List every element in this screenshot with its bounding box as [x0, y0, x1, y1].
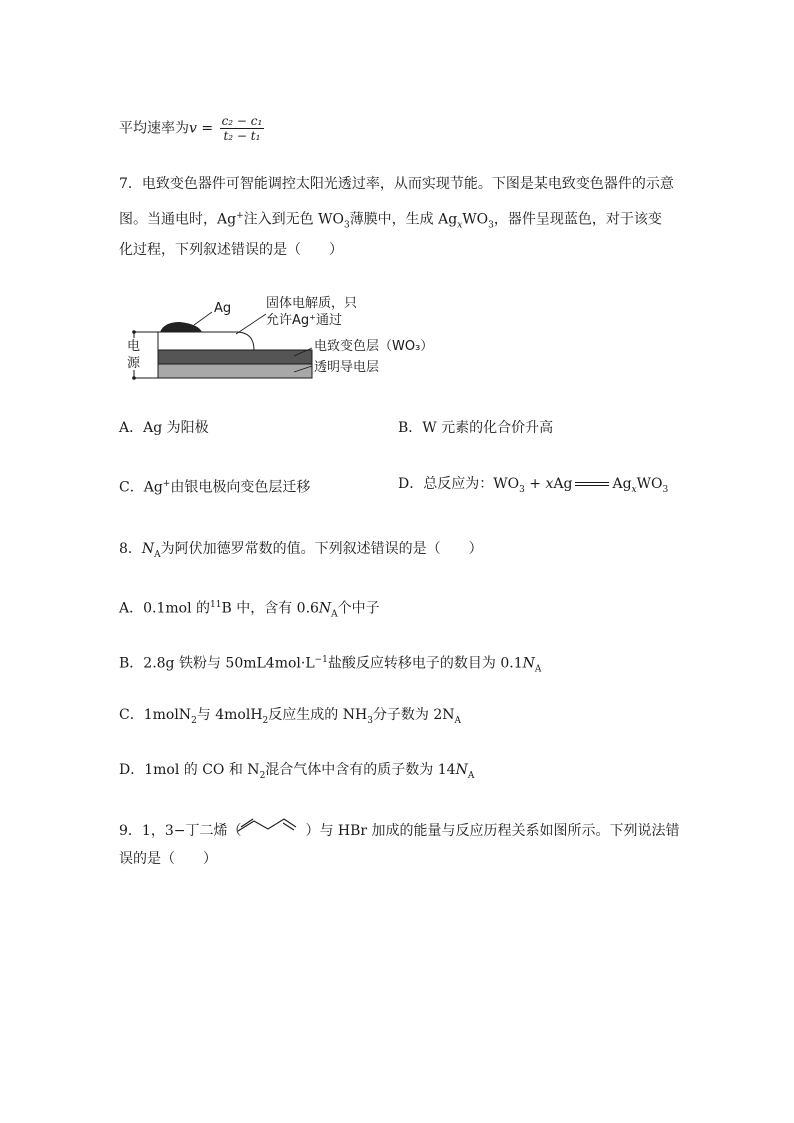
q7-text: 图。当通电时，Ag: [119, 211, 237, 228]
q8b-text: B．2.8g 铁粉与 50mL4mol·L: [119, 655, 315, 672]
electrochromic-device-diagram: [118, 292, 478, 392]
q8d-sub: 2: [259, 770, 266, 781]
q7d-text: D．总反应为：WO: [398, 476, 520, 492]
q8-option-a[interactable]: [119, 595, 380, 624]
q7-option-a[interactable]: A．Ag 为阳极: [119, 420, 209, 436]
q8-n: N: [141, 541, 155, 557]
q7-sup: +: [236, 211, 244, 221]
q7d-sub: 3: [662, 484, 669, 495]
electrochromic-layer: [158, 350, 312, 364]
q7-line-3: 化过程，下列叙述错误的是（ ）: [119, 242, 343, 258]
q8c-text: 与 4molH: [196, 707, 263, 723]
q8d-sub: A: [467, 770, 475, 781]
q7-sub: 3: [343, 220, 350, 231]
wire-node-bottom: [132, 376, 136, 380]
q7-text: 注入到无色 WO: [243, 211, 344, 228]
q7c-text: 由银电极向变色层迁移: [170, 479, 311, 496]
q7-option-d[interactable]: [398, 474, 668, 500]
power-label-2: 源: [127, 356, 141, 371]
q7d-sub: 3: [519, 484, 525, 495]
equals-sign: [575, 482, 609, 486]
q7-text: ，器件呈现蓝色，对于该变: [493, 211, 662, 228]
power-label-1: 电: [127, 339, 141, 354]
formula-prefix: 平均速率为: [119, 120, 189, 137]
q9-line-2: 误的是（ ）: [119, 851, 217, 867]
q8d-text: D．1mol 的 CO 和 N: [119, 762, 260, 778]
q8b-text: 盐酸反应转移电子的数目为 0.1: [327, 655, 523, 672]
electrolyte-leader: [236, 314, 266, 334]
q7-option-c[interactable]: [119, 474, 310, 498]
q8-option-d[interactable]: [119, 760, 474, 786]
q9-text: 9．1，3−丁二烯（: [119, 823, 242, 839]
q8c-text: 分子数为 2N: [372, 707, 455, 723]
q9-line-1: [119, 821, 680, 841]
q7d-text: WO: [636, 476, 663, 492]
q8a-text: B 中，含有 0.6: [221, 600, 319, 617]
formula-fraction: [220, 114, 265, 143]
q8b-n: N: [522, 655, 535, 672]
q8d-text: 混合气体中含有的质子数为 14: [265, 762, 456, 778]
layer-label: 电致变色层（WO₃）: [314, 339, 434, 354]
q7c-sup: +: [162, 479, 171, 489]
q7d-sub: x: [631, 484, 637, 495]
q7d-text: Ag: [612, 476, 632, 492]
electrolyte-label-2: 允许Ag⁺通过: [266, 313, 343, 328]
rate-formula: [119, 114, 264, 143]
q9-text: ）与 HBr 加成的能量与反应历程关系如图所示。下列说法错: [305, 823, 680, 839]
q7-text: 薄膜中，生成 Ag: [349, 211, 458, 228]
q7d-text: Ag: [553, 476, 573, 492]
q8a-text: A．0.1mol 的: [119, 600, 211, 617]
conductive-label: 透明导电层: [314, 360, 380, 375]
formula-v: v: [189, 120, 197, 137]
q7c-text: C．Ag: [119, 479, 163, 496]
q8-sub: A: [154, 549, 161, 560]
q8a-sup: 11: [210, 600, 222, 610]
fraction-numerator: c₂ − c₁: [221, 114, 263, 128]
q7-line-1: 7．电致变色器件可智能调控太阳光透过率，从而实现节能。下图是某电致变色器件的示意: [119, 176, 674, 192]
q7-sub: x: [457, 220, 463, 231]
q8-option-b[interactable]: [119, 650, 541, 679]
q7-sub: 3: [488, 220, 494, 231]
q8a-n: N: [318, 600, 332, 617]
q7-option-b[interactable]: B．W 元素的化合价升高: [398, 420, 554, 436]
q7-line-2: [119, 206, 662, 235]
q8c-sub: 2: [191, 715, 197, 726]
q8c-text: C．1molN: [119, 707, 192, 723]
q8c-sub: A: [454, 715, 462, 726]
q8d-n: N: [455, 762, 468, 778]
q8c-sub: 3: [367, 715, 373, 726]
wire-node-top: [132, 330, 136, 334]
q8c-text: 反应生成的 NH: [268, 707, 368, 723]
q7d-x: x: [545, 476, 554, 492]
q7d-text: +: [524, 476, 546, 492]
q8a-text: 个中子: [337, 600, 380, 617]
q8-text: 8．: [119, 541, 142, 557]
solid-electrolyte: [158, 332, 254, 350]
q8b-sup: −1: [314, 655, 328, 665]
q8-text: 为阿伏加德罗常数的值。下列叙述错误的是（ ）: [160, 541, 483, 557]
conductive-layer: [158, 364, 312, 378]
q8a-sub: A: [331, 609, 338, 620]
ag-label: Ag: [214, 301, 232, 316]
q7-text: WO: [462, 211, 489, 228]
formula-equals: =: [196, 120, 218, 137]
ag-leader: [194, 312, 212, 325]
q8-option-c[interactable]: [119, 705, 461, 731]
q8-stem: [119, 539, 483, 565]
butadiene-skeleton: [238, 819, 296, 831]
q8c-sub: 2: [262, 715, 269, 726]
fraction-denominator: t₂ − t₁: [223, 129, 261, 143]
electrolyte-label-1: 固体电解质，只: [266, 296, 358, 311]
butadiene-structure-icon: [236, 813, 298, 835]
q8b-sub: A: [534, 664, 542, 675]
